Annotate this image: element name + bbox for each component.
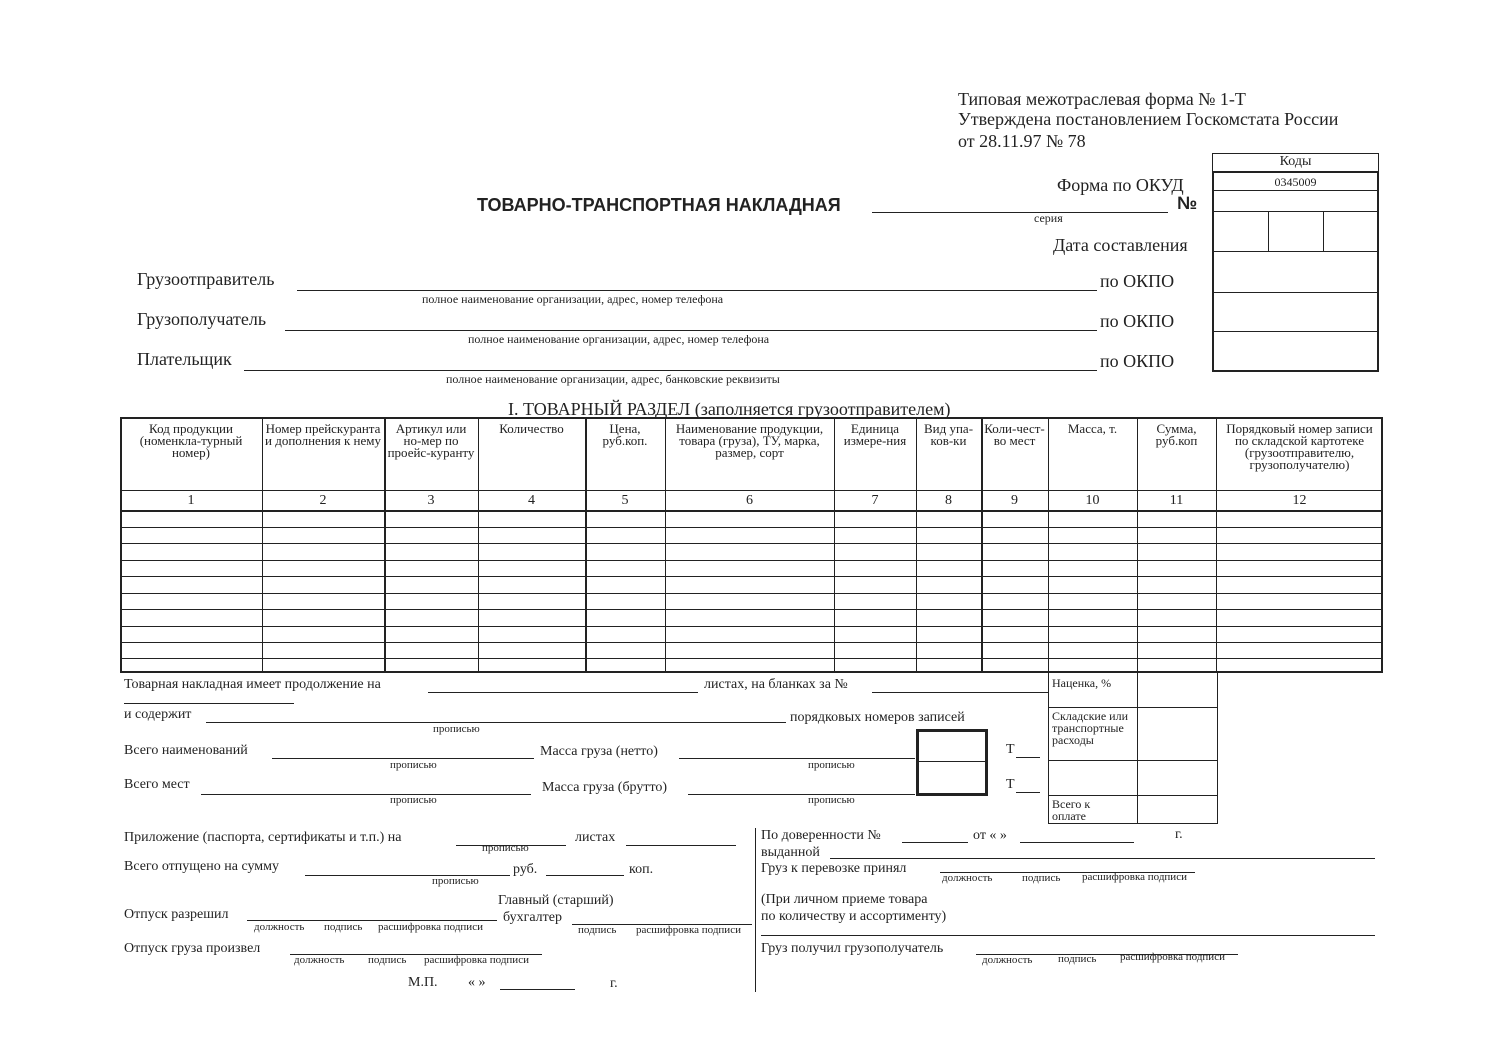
column-number-2: 2	[319, 493, 327, 508]
goods-section-title: I. ТОВАРНЫЙ РАЗДЕЛ (заполняется грузоотправителем)	[508, 399, 951, 419]
shipper-label: Грузоотправитель	[137, 269, 275, 289]
permitted-decoding-hint: расшифровка подписи	[378, 921, 483, 933]
shipper-field[interactable]	[297, 290, 1097, 291]
shipper-hint: полное наименование организации, адрес, номер телефона	[422, 292, 724, 306]
net-mass-field[interactable]	[679, 758, 915, 759]
date-label: Дата составления	[1053, 235, 1188, 255]
column-number-4: 4	[528, 493, 535, 508]
consignee-hint: полное наименование организации, адрес, номер телефона	[468, 332, 770, 346]
column-number-12: 12	[1292, 493, 1307, 508]
column-number-7: 7	[871, 493, 879, 508]
warehouse-costs-label: Складские или транспортные расходы	[1052, 709, 1128, 747]
column-number-6: 6	[746, 493, 753, 508]
contains-label: и содержит	[124, 707, 192, 722]
codes-header	[1212, 153, 1379, 172]
forms-number-field[interactable]	[872, 692, 1048, 693]
row-line	[122, 543, 1381, 544]
consignee-label: Грузополучатель	[137, 309, 267, 329]
contains-in-words: прописью	[433, 723, 480, 735]
personal-receipt-line2: по количеству и ассортименту)	[761, 909, 947, 924]
released-sum-in-words: прописью	[432, 875, 479, 887]
codes-box	[1212, 171, 1379, 372]
net-mass-in-words: прописью	[808, 759, 855, 771]
made-position-hint: должность	[294, 954, 345, 966]
table-row[interactable]	[122, 529, 1381, 543]
chief-signature-hint: подпись	[578, 924, 617, 936]
stamp-date-field[interactable]	[500, 989, 575, 990]
row-line	[122, 609, 1381, 610]
continuation-label: Товарная накладная имеет продолжение на	[124, 677, 381, 692]
total-places-label: Всего мест	[124, 777, 190, 792]
received-position-hint: должность	[982, 954, 1033, 966]
payer-label: Плательщик	[137, 349, 232, 369]
accepted-position-hint: должность	[942, 872, 993, 884]
row-line	[122, 527, 1381, 528]
approval-date-line: от 28.11.97 № 78	[958, 131, 1086, 151]
row-line	[122, 593, 1381, 594]
accepted-signature-hint: подпись	[1022, 872, 1061, 884]
stamp-date-quotes: « »	[468, 975, 486, 990]
column-number-10: 10	[1085, 493, 1100, 508]
total-places-in-words: прописью	[390, 794, 437, 806]
column-header-6: Наименование продукции, товара (груза), ТУ, марка, размер, сорт	[675, 421, 824, 460]
net-ton-sign: Т	[1006, 742, 1015, 757]
personal-receipt-line1: (При личном приеме товара	[761, 892, 928, 907]
stamp-label: М.П.	[408, 975, 438, 990]
release-permitted-label: Отпуск разрешил	[124, 907, 229, 922]
proxy-date-field[interactable]	[1020, 842, 1134, 843]
proxy-number-field[interactable]	[902, 842, 968, 843]
row-line	[122, 642, 1381, 643]
column-header-12: Порядковый номер записи по складской картотеке (грузоотправителю, грузополучателю)	[1226, 421, 1373, 472]
number-sign: №	[1177, 193, 1198, 213]
total-places-field[interactable]	[201, 794, 531, 795]
column-number-1: 1	[187, 493, 195, 508]
released-sum-field[interactable]	[305, 875, 510, 876]
okud-label: Форма по ОКУД	[1057, 175, 1184, 195]
sheets-forms-label: листах, на бланках за №	[704, 677, 848, 692]
column-header-2: Номер прейскуранта и дополнения к нему	[265, 421, 381, 448]
total-payment-label: Всего к оплате	[1052, 797, 1091, 823]
proxy-year-label: г.	[1175, 827, 1183, 842]
column-header-4: Количество	[499, 421, 564, 436]
shipper-okpo: по ОКПО	[1100, 271, 1175, 291]
issued-field[interactable]	[830, 858, 1375, 859]
consignee-field[interactable]	[285, 330, 1097, 331]
table-row[interactable]	[122, 660, 1381, 673]
net-mass-label: Масса груза (нетто)	[540, 744, 658, 759]
release-made-label: Отпуск груза произвел	[124, 941, 261, 956]
column-header-7: Единица измере-ния	[843, 421, 907, 448]
row-line	[122, 626, 1381, 627]
total-names-label: Всего наименований	[124, 743, 248, 758]
table-row[interactable]	[122, 562, 1381, 576]
rub-label: руб.	[513, 862, 538, 877]
received-signature-hint: подпись	[1058, 953, 1097, 965]
proxy-from-label: от « »	[973, 828, 1007, 843]
attachment-label: Приложение (паспорта, сертификаты и т.п.) на	[124, 830, 402, 845]
codes-title: Коды	[1279, 154, 1312, 169]
goods-table	[120, 417, 1383, 673]
column-header-10: Масса, т.	[1067, 421, 1118, 436]
series-line[interactable]	[872, 212, 1168, 213]
records-label: порядковых номеров записей	[790, 710, 965, 725]
okud-code: 0345009	[1274, 175, 1317, 189]
kop-label: коп.	[629, 862, 654, 877]
row-line	[122, 658, 1381, 659]
consignee-okpo: по ОКПО	[1100, 311, 1175, 331]
accepted-label: Груз к перевозке принял	[761, 861, 907, 876]
kop-field[interactable]	[546, 875, 624, 876]
column-number-3: 3	[427, 493, 435, 508]
table-row[interactable]	[122, 595, 1381, 609]
table-row[interactable]	[122, 512, 1381, 527]
column-header-3: Артикул или но-мер по проейс-куранту	[387, 421, 475, 460]
table-row[interactable]	[122, 644, 1381, 658]
row-line	[122, 490, 1381, 491]
chief-decoding-hint: расшифровка подписи	[636, 924, 741, 936]
continuation-sheets-field[interactable]	[428, 692, 698, 693]
table-row[interactable]	[122, 628, 1381, 642]
column-number-9: 9	[1011, 493, 1018, 508]
gross-mass-field[interactable]	[688, 794, 915, 795]
permitted-signature-hint: подпись	[324, 921, 363, 933]
attachment-sheets-label: листах	[575, 830, 616, 845]
made-decoding-hint: расшифровка подписи	[424, 954, 529, 966]
table-row[interactable]	[122, 545, 1381, 560]
gross-ton-sign: Т	[1006, 777, 1015, 792]
column-header-1: Код продукции (номенкла-турный номер)	[139, 421, 243, 460]
payer-field[interactable]	[244, 370, 1097, 371]
markup-label: Наценка, %	[1052, 676, 1112, 690]
series-label: серия	[1034, 211, 1063, 225]
payer-okpo: по ОКПО	[1100, 351, 1175, 371]
chief-accountant-line1: Главный (старший)	[498, 893, 614, 908]
issued-label: выданной	[761, 845, 820, 860]
column-header-8: Вид упа-ков-ки	[923, 421, 974, 448]
received-decoding-hint: расшифровка подписи	[1120, 951, 1225, 963]
form-type-line: Типовая межотраслевая форма № 1-Т	[958, 89, 1246, 109]
stamp-year-label: г.	[610, 976, 618, 991]
table-row[interactable]	[122, 611, 1381, 626]
received-label: Груз получил грузополучатель	[761, 941, 944, 956]
accepted-decoding-hint: расшифровка подписи	[1082, 871, 1187, 883]
payer-hint: полное наименование организации, адрес, банковские реквизиты	[446, 372, 780, 386]
table-row[interactable]	[122, 578, 1381, 593]
made-signature-hint: подпись	[368, 954, 407, 966]
chief-accountant-line2: бухгалтер	[503, 910, 562, 925]
gross-mass-in-words: прописью	[808, 794, 855, 806]
gross-mass-label: Масса груза (брутто)	[542, 780, 668, 795]
attachment-in-words: прописью	[482, 842, 529, 854]
document-title: ТОВАРНО-ТРАНСПОРТНАЯ НАКЛАДНАЯ	[477, 195, 841, 215]
personal-receipt-field[interactable]	[761, 935, 1375, 936]
column-header-9: Коли-чест-во мест	[984, 421, 1045, 448]
column-number-11: 11	[1169, 493, 1184, 508]
released-sum-label: Всего отпущено на сумму	[124, 859, 280, 874]
proxy-label: По доверенности №	[761, 828, 881, 843]
contains-field[interactable]	[206, 722, 786, 723]
total-names-in-words: прописью	[390, 759, 437, 771]
approval-line: Утверждена постановлением Госкомстата России	[958, 109, 1339, 129]
row-line	[122, 576, 1381, 577]
row-line	[122, 560, 1381, 561]
permitted-position-hint: должность	[254, 921, 305, 933]
column-number-5: 5	[621, 493, 629, 508]
mass-box[interactable]	[916, 729, 988, 796]
column-header-11: Сумма, руб.коп	[1155, 421, 1198, 448]
column-header-5: Цена, руб.коп.	[602, 421, 648, 448]
column-number-8: 8	[945, 493, 952, 508]
